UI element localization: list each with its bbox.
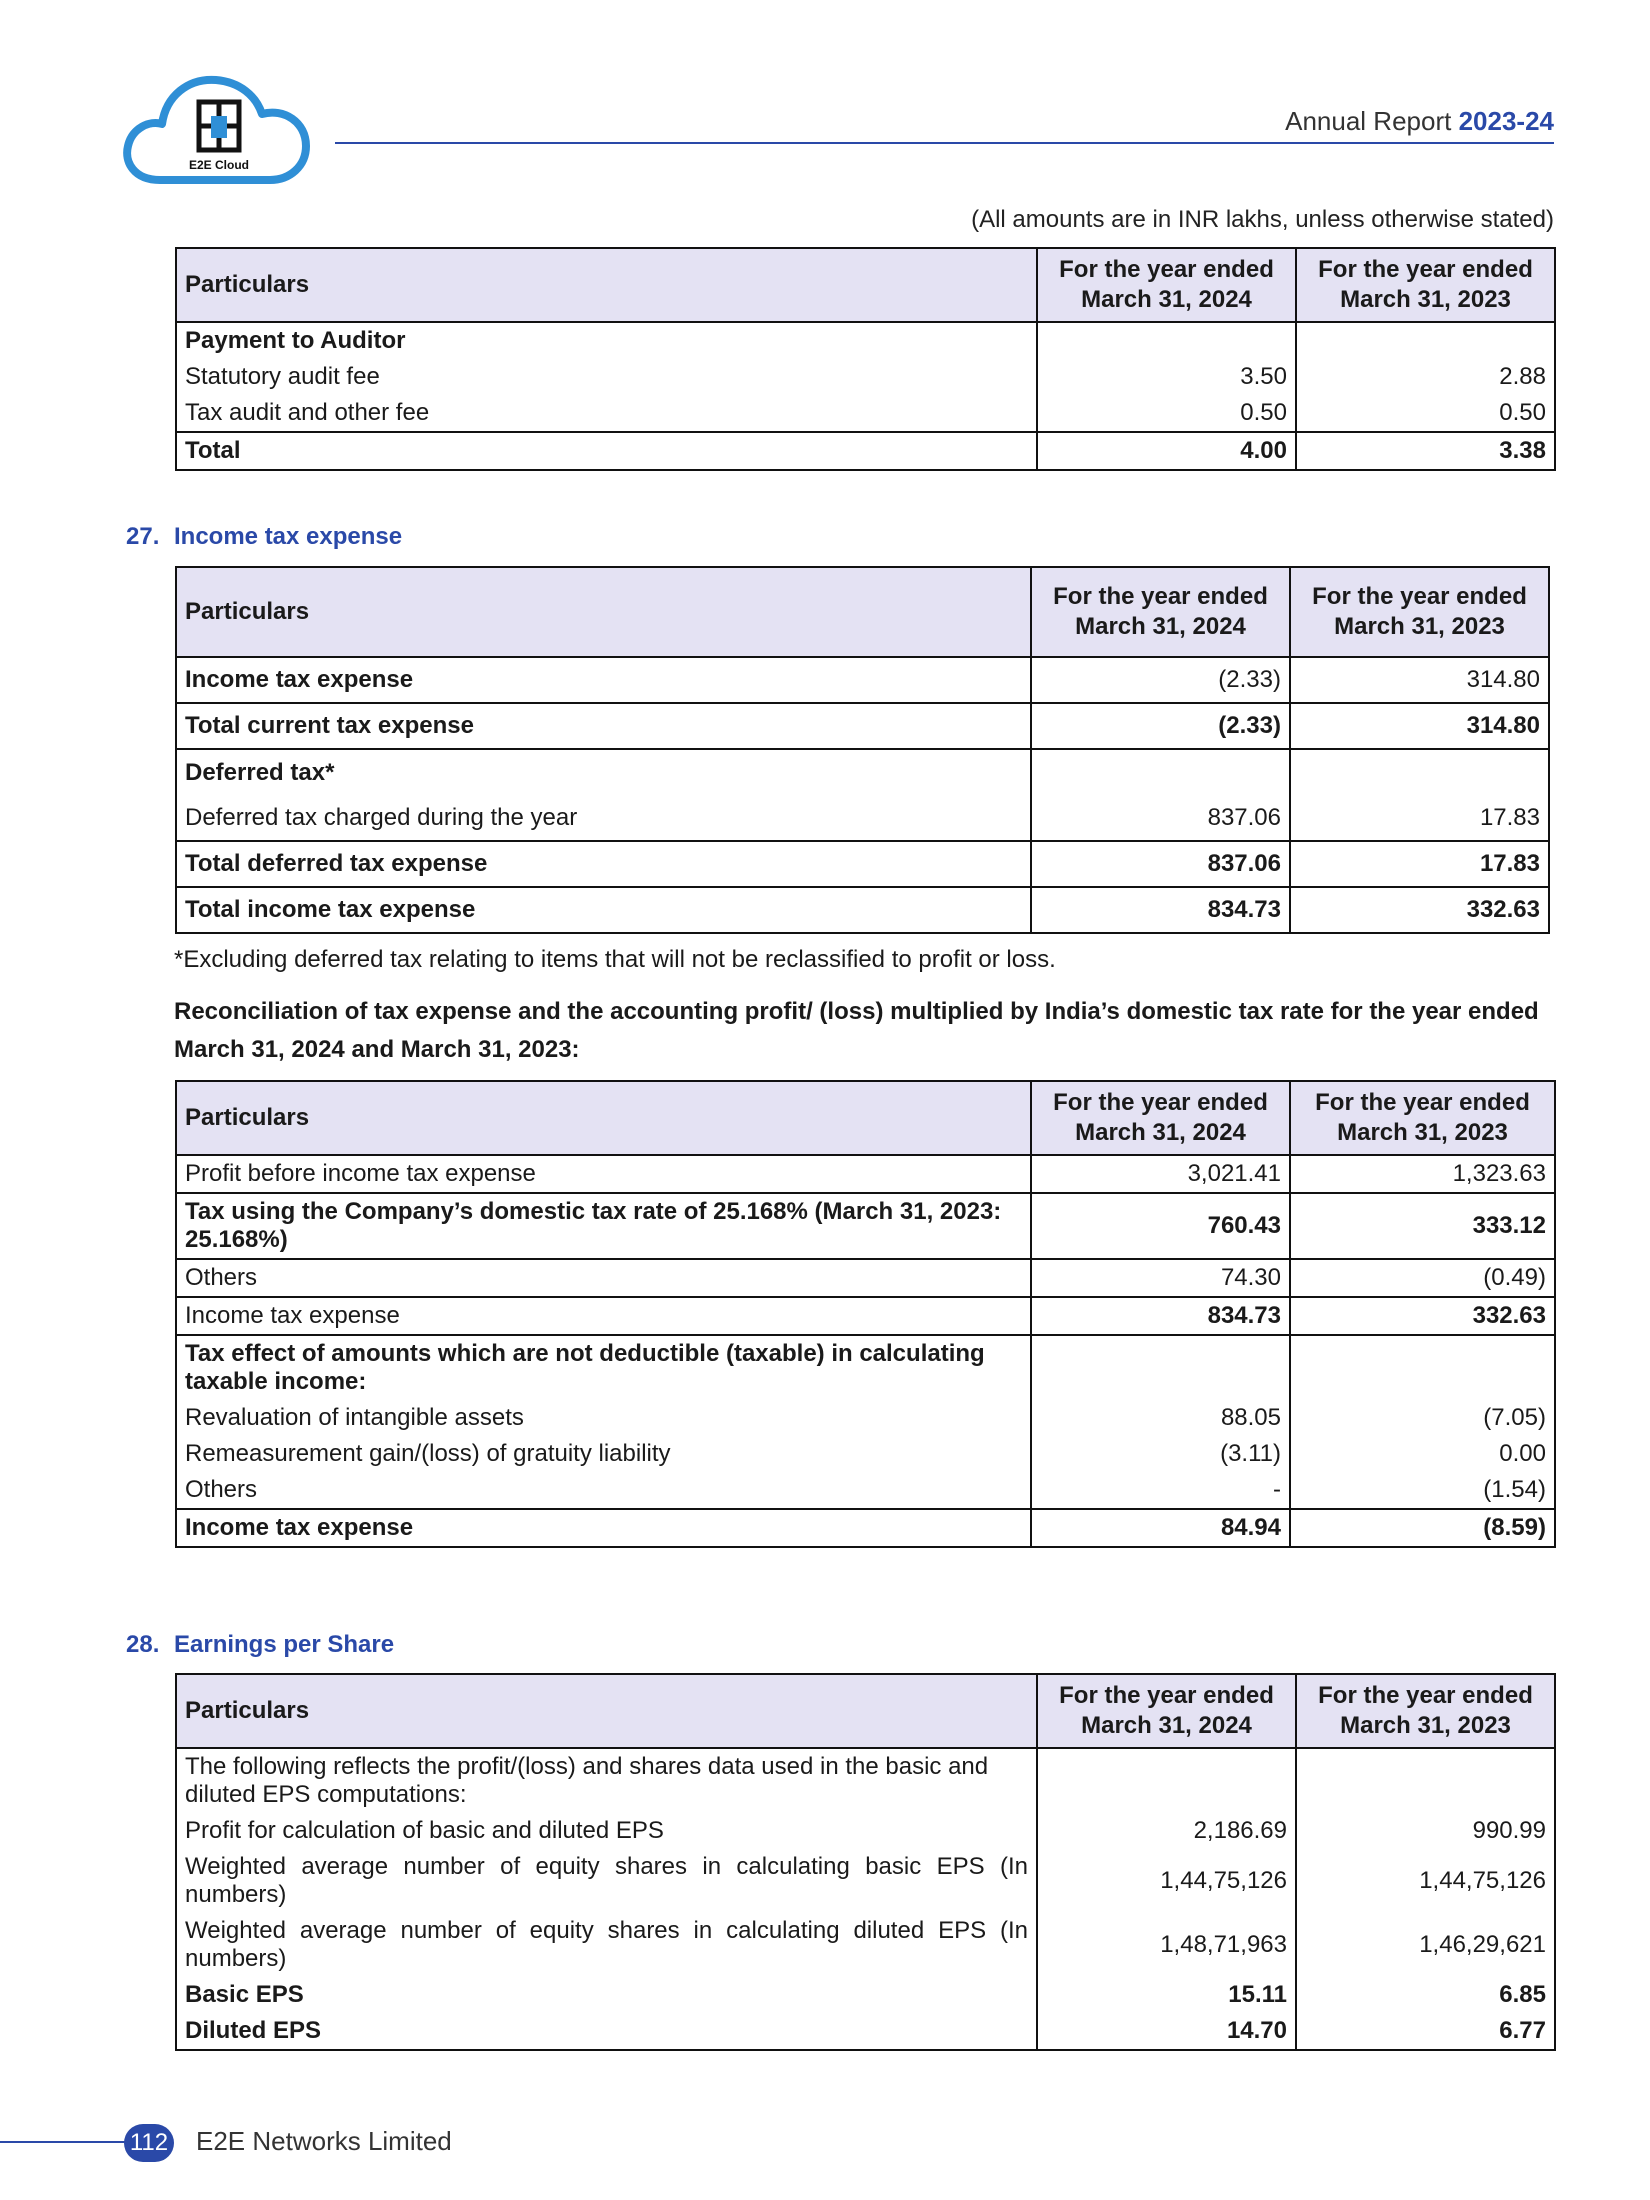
- table-row: [176, 1509, 1555, 1547]
- value-2023: [1290, 749, 1549, 795]
- value-2024: 1,48,71,963: [1037, 1913, 1296, 1977]
- value-2023: 314.80: [1290, 703, 1549, 749]
- table-row: [176, 841, 1549, 887]
- row-label: Total: [176, 432, 1037, 470]
- value-2024: [1037, 322, 1296, 359]
- value-2023: 0.50: [1296, 395, 1555, 432]
- row-label: Statutory audit fee: [176, 359, 1037, 395]
- table-row: [176, 1436, 1555, 1472]
- row-label: Income tax expense: [176, 657, 1031, 703]
- auditor-payment-table: [175, 247, 1556, 471]
- reconciliation-heading: Reconciliation of tax expense and the accounting profit/ (loss) multiplied by India’s domestic tax rate for the year ended March 31, 2024 and March 31, 2023:: [174, 998, 1539, 1063]
- table-row: [176, 887, 1549, 933]
- value-2023: [1290, 1335, 1555, 1400]
- header-fy2024: For the year ended March 31, 2024: [1037, 248, 1296, 322]
- table-row: [176, 1155, 1555, 1193]
- tax-reconciliation-table: [175, 1080, 1556, 1548]
- row-label: Others: [176, 1259, 1031, 1297]
- row-label: Tax effect of amounts which are not deductible (taxable) in calculating taxable income:: [176, 1335, 1031, 1400]
- header-particulars: Particulars: [176, 1674, 1037, 1748]
- value-2024: 3,021.41: [1031, 1155, 1290, 1193]
- section-title-text: Income tax expense: [174, 523, 403, 550]
- value-2023: 6.85: [1296, 1977, 1555, 2013]
- e2e-cloud-logo: [122, 58, 312, 188]
- amounts-note: (All amounts are in INR lakhs, unless otherwise stated): [971, 206, 1554, 233]
- table-row: [176, 795, 1549, 841]
- value-2024: 760.43: [1031, 1193, 1290, 1259]
- report-year: 2023-24: [1458, 106, 1554, 136]
- value-2023: (7.05): [1290, 1400, 1555, 1436]
- report-label: Annual Report: [1285, 106, 1452, 136]
- table-header-row: [176, 248, 1555, 322]
- value-2024: 88.05: [1031, 1400, 1290, 1436]
- value-2024: 837.06: [1031, 795, 1290, 841]
- row-label: Diluted EPS: [176, 2013, 1037, 2050]
- header-particulars: Particulars: [176, 248, 1037, 322]
- row-label: Payment to Auditor: [176, 322, 1037, 359]
- value-2023: 990.99: [1296, 1813, 1555, 1849]
- row-label: Weighted average number of equity shares in calculating basic EPS (In numbers): [176, 1849, 1037, 1913]
- header-fy2023: For the year ended March 31, 2023: [1296, 1674, 1555, 1748]
- value-2024: (3.11): [1031, 1436, 1290, 1472]
- deferred-tax-footnote: *Excluding deferred tax relating to items that will not be reclassified to profit or loss.: [174, 946, 1056, 973]
- table-row: [176, 1400, 1555, 1436]
- row-label: Income tax expense: [176, 1297, 1031, 1335]
- value-2023: 1,46,29,621: [1296, 1913, 1555, 1977]
- row-label: Basic EPS: [176, 1977, 1037, 2013]
- value-2024: [1031, 1335, 1290, 1400]
- row-label: Total deferred tax expense: [176, 841, 1031, 887]
- value-2024: 15.11: [1037, 1977, 1296, 2013]
- report-title: [1285, 106, 1554, 137]
- section-28-title: [126, 1631, 394, 1659]
- header-particulars: Particulars: [176, 567, 1031, 657]
- value-2024: 4.00: [1037, 432, 1296, 470]
- header-fy2024: For the year ended March 31, 2024: [1031, 567, 1290, 657]
- header-fy2023: For the year ended March 31, 2023: [1296, 248, 1555, 322]
- table-row: [176, 703, 1549, 749]
- row-label: Deferred tax*: [176, 749, 1031, 795]
- row-label: Total current tax expense: [176, 703, 1031, 749]
- table-row: [176, 1472, 1555, 1509]
- value-2024: 837.06: [1031, 841, 1290, 887]
- row-label: Profit for calculation of basic and diluted EPS: [176, 1813, 1037, 1849]
- table-row: [176, 1849, 1555, 1913]
- row-label: Remeasurement gain/(loss) of gratuity liability: [176, 1436, 1031, 1472]
- value-2024: (2.33): [1031, 657, 1290, 703]
- section-27-title: [126, 523, 402, 551]
- value-2023: [1296, 322, 1555, 359]
- table-header-row: [176, 567, 1549, 657]
- value-2024: 2,186.69: [1037, 1813, 1296, 1849]
- value-2023: (8.59): [1290, 1509, 1555, 1547]
- table-row: [176, 322, 1555, 359]
- section-number: 28.: [126, 1631, 160, 1658]
- row-label: Deferred tax charged during the year: [176, 795, 1031, 841]
- value-2023: (0.49): [1290, 1259, 1555, 1297]
- section-number: 27.: [126, 523, 160, 550]
- table-row: [176, 749, 1549, 795]
- table-row: [176, 657, 1549, 703]
- row-label: Weighted average number of equity shares in calculating diluted EPS (In numbers): [176, 1913, 1037, 1977]
- value-2023: 1,44,75,126: [1296, 1849, 1555, 1913]
- row-label: Revaluation of intangible assets: [176, 1400, 1031, 1436]
- value-2023: 332.63: [1290, 1297, 1555, 1335]
- header-fy2024: For the year ended March 31, 2024: [1037, 1674, 1296, 1748]
- row-label: Income tax expense: [176, 1509, 1031, 1547]
- table-header-row: [176, 1674, 1555, 1748]
- table-header-row: [176, 1081, 1555, 1155]
- table-row: [176, 1297, 1555, 1335]
- row-label: Profit before income tax expense: [176, 1155, 1031, 1193]
- header-fy2024: For the year ended March 31, 2024: [1031, 1081, 1290, 1155]
- value-2023: 314.80: [1290, 657, 1549, 703]
- table-row: [176, 1913, 1555, 1977]
- value-2023: (1.54): [1290, 1472, 1555, 1509]
- earnings-per-share-table: [175, 1673, 1556, 2051]
- table-row: [176, 1813, 1555, 1849]
- value-2023: 3.38: [1296, 432, 1555, 470]
- value-2024: 3.50: [1037, 359, 1296, 395]
- value-2024: (2.33): [1031, 703, 1290, 749]
- value-2024: 0.50: [1037, 395, 1296, 432]
- value-2023: 17.83: [1290, 841, 1549, 887]
- value-2024: 834.73: [1031, 887, 1290, 933]
- value-2024: [1037, 1748, 1296, 1813]
- row-label: The following reflects the profit/(loss) and shares data used in the basic and diluted EPS computations:: [176, 1748, 1037, 1813]
- value-2023: 333.12: [1290, 1193, 1555, 1259]
- table-row: [176, 395, 1555, 432]
- footer-divider: [0, 2141, 140, 2143]
- value-2023: 332.63: [1290, 887, 1549, 933]
- row-label: Tax using the Company’s domestic tax rate of 25.168% (March 31, 2023: 25.168%): [176, 1193, 1031, 1259]
- table-row: [176, 1748, 1555, 1813]
- header-particulars: Particulars: [176, 1081, 1031, 1155]
- table-row: [176, 1259, 1555, 1297]
- value-2023: 0.00: [1290, 1436, 1555, 1472]
- table-row: [176, 1977, 1555, 2013]
- table-row: [176, 2013, 1555, 2050]
- section-title-text: Earnings per Share: [174, 1631, 395, 1658]
- table-row: [176, 432, 1555, 470]
- value-2024: -: [1031, 1472, 1290, 1509]
- header-fy2023: For the year ended March 31, 2023: [1290, 1081, 1555, 1155]
- row-label: Others: [176, 1472, 1031, 1509]
- value-2023: 6.77: [1296, 2013, 1555, 2050]
- value-2023: [1296, 1748, 1555, 1813]
- page-number: 112: [124, 2124, 174, 2162]
- table-row: [176, 1193, 1555, 1259]
- company-name: E2E Networks Limited: [196, 2126, 452, 2156]
- value-2023: 2.88: [1296, 359, 1555, 395]
- header-divider: [335, 142, 1554, 144]
- header-fy2023: For the year ended March 31, 2023: [1290, 567, 1549, 657]
- value-2024: 1,44,75,126: [1037, 1849, 1296, 1913]
- row-label: Total income tax expense: [176, 887, 1031, 933]
- value-2023: 17.83: [1290, 795, 1549, 841]
- value-2024: 84.94: [1031, 1509, 1290, 1547]
- table-row: [176, 359, 1555, 395]
- income-tax-table: [175, 566, 1550, 934]
- value-2024: [1031, 749, 1290, 795]
- logo-text: E2E Cloud: [188, 158, 250, 172]
- value-2023: 1,323.63: [1290, 1155, 1555, 1193]
- value-2024: 834.73: [1031, 1297, 1290, 1335]
- row-label: Tax audit and other fee: [176, 395, 1037, 432]
- value-2024: 74.30: [1031, 1259, 1290, 1297]
- table-row: [176, 1335, 1555, 1400]
- value-2024: 14.70: [1037, 2013, 1296, 2050]
